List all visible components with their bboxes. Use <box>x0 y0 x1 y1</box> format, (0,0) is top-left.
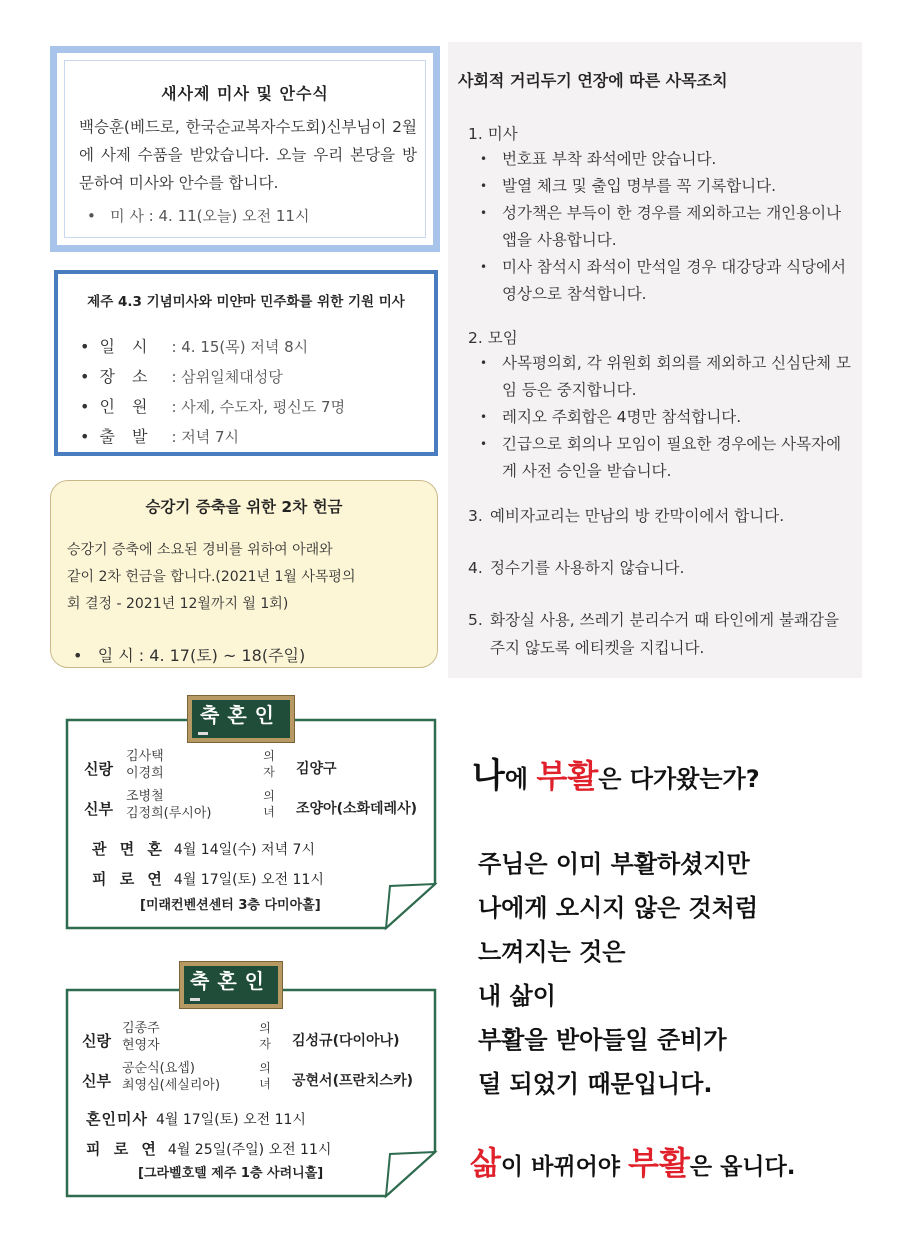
bride-name: 조양아(소화데레사) <box>296 801 417 817</box>
collection-body <box>67 537 425 618</box>
jeju-mass-title: 제주 4.3 기념미사와 미얀마 민주화를 위한 기원 미사 <box>87 294 405 310</box>
relation-son: 의 자 <box>259 1021 271 1051</box>
list-item-text: 긴급으로 회의나 모임이 필요한 경우에는 사목자에게 사전 승인을 받습니다. <box>502 435 842 480</box>
item-number: 4. <box>468 559 483 577</box>
jeju-mass-notice <box>54 270 438 456</box>
wedding-card-1 <box>60 696 442 934</box>
jeju-row <box>80 364 283 387</box>
parent-name: 조병철 <box>126 789 164 804</box>
relation-daughter: 의 녀 <box>263 789 275 819</box>
collection-title: 승강기 증축을 위한 2차 헌금 <box>145 498 343 516</box>
reception-row <box>86 1138 331 1159</box>
list-item-text: 번호표 부착 좌석에만 앉습니다. <box>502 150 717 168</box>
jeju-row-key: 인 원 <box>99 397 154 416</box>
event-value: 4월 14일(수) 저녁 7시 <box>173 842 315 858</box>
priest-mass-body: 백승훈(베드로, 한국순교복자수도회)신부님이 2월에 사제 수품을 받았습니다. 오늘 우리 본당을 방문하여 미사와 안수를 합니다. <box>79 118 417 192</box>
bullet-icon: • <box>80 337 90 356</box>
question-text: 은 다가왔는가? <box>598 765 760 793</box>
bride-parents <box>122 1060 220 1094</box>
relation-daughter: 의 녀 <box>259 1061 271 1091</box>
jeju-row-value: : 삼위일체대성당 <box>171 368 283 386</box>
collection-line: 승강기 증축에 소요된 경비를 위하여 아래와 <box>67 542 333 558</box>
priest-mass-notice <box>50 46 440 252</box>
reflection-question <box>472 748 760 797</box>
numbered-item <box>468 502 856 530</box>
question-text: 에 <box>504 765 537 793</box>
groom-name: 김성규(다이아나) <box>292 1033 400 1049</box>
bride-parents <box>126 788 212 822</box>
event-value: 4월 25일(주일) 오전 11시 <box>167 1142 332 1158</box>
event-value: 4월 17일(토) 오전 11시 <box>173 872 324 888</box>
list-item <box>480 254 856 308</box>
collection-notice <box>50 480 438 668</box>
event-key: 피 로 연 <box>86 1140 160 1158</box>
relation-son: 의 자 <box>263 749 275 779</box>
list-item-text: 발열 체크 및 출입 명부를 꼭 기록합니다. <box>502 177 777 195</box>
bullet-icon: • <box>73 646 98 665</box>
list-item <box>480 173 856 200</box>
jeju-row-key: 일 시 <box>99 337 154 356</box>
jeju-row <box>80 424 239 447</box>
event-key: 혼인미사 <box>86 1110 148 1128</box>
priest-mass-bullet <box>87 205 309 226</box>
bullet-icon: • <box>480 179 488 193</box>
bullet-icon: • <box>480 206 488 220</box>
collection-bullet <box>73 643 305 666</box>
bullet-icon: • <box>480 437 488 451</box>
parent-name: 이경희 <box>126 766 164 781</box>
distancing-title: 사회적 거리두기 연장에 따른 사목조치 <box>458 71 728 90</box>
item-text: 예비자교리는 만남의 방 칸막이에서 합니다. <box>490 507 785 525</box>
jeju-row-key: 출 발 <box>99 427 154 446</box>
chalk-icon <box>198 732 208 735</box>
ceremony-row <box>86 1108 306 1129</box>
reflection-conclusion <box>470 1138 795 1184</box>
event-key: 관 면 혼 <box>92 840 166 858</box>
reception-row <box>92 868 324 889</box>
conclusion-text: 은 옵니다. <box>689 1154 796 1180</box>
event-key: 피 로 연 <box>92 870 166 888</box>
groom-parents <box>126 748 164 782</box>
bullet-icon: • <box>87 207 111 225</box>
parent-name: 김사택 <box>126 749 164 764</box>
question-word: 나 <box>472 756 505 796</box>
bullet-icon: • <box>480 356 488 370</box>
reflection-line: 내 삶이 <box>478 982 556 1010</box>
item-text: 정수기를 사용하지 않습니다. <box>490 559 685 577</box>
collection-schedule: 일 시 : 4. 17(토) ~ 18(주일) <box>97 646 306 665</box>
jeju-row <box>80 334 308 357</box>
wedding-board <box>180 962 282 1008</box>
conclusion-highlight: 부활 <box>628 1144 690 1182</box>
reflection-line: 덜 되었기 때문입니다. <box>478 1070 713 1098</box>
jeju-row-value: : 저녁 7시 <box>171 428 240 446</box>
venue: [그라벨호텔 제주 1층 사려니홀] <box>138 1166 324 1181</box>
event-value: 4월 17일(토) 오전 11시 <box>155 1112 306 1128</box>
jeju-row-value: : 사제, 수도자, 평신도 7명 <box>171 398 346 416</box>
list-item <box>480 431 856 485</box>
venue: [미래컨벤션센터 3층 다미아홀] <box>140 898 321 913</box>
wedding-board <box>188 696 294 742</box>
list-item <box>480 200 856 254</box>
priest-mass-schedule: 미 사 : 4. 11(오늘) 오전 11시 <box>110 207 310 225</box>
section-heading-meeting: 2. 모임 <box>468 329 518 347</box>
bride-name: 공현서(프란치스카) <box>292 1073 413 1089</box>
bullet-icon: • <box>80 367 90 386</box>
bullet-icon: • <box>80 397 90 416</box>
groom-parents <box>122 1020 160 1054</box>
conclusion-text: 이 바뀌어야 <box>500 1154 629 1180</box>
distancing-measures <box>448 42 862 678</box>
reflection-line: 느껴지는 것은 <box>478 938 626 966</box>
ceremony-row <box>92 838 315 859</box>
bullet-icon: • <box>480 152 488 166</box>
bullet-icon: • <box>80 427 90 446</box>
reflection-line: 부활을 받아들일 준비가 <box>478 1026 727 1054</box>
section-heading-mass: 1. 미사 <box>468 125 518 143</box>
item-text: 화장실 사용, 쓰레기 분리수거 때 타인에게 불쾌감을 주지 않도록 에티켓을 지킵니다. <box>490 611 839 657</box>
bride-label: 신부 <box>82 1072 111 1090</box>
wedding-board-text: 축혼인 <box>190 969 272 993</box>
numbered-item <box>468 554 856 582</box>
jeju-row-key: 장 소 <box>99 367 154 386</box>
bullet-icon: • <box>480 260 488 274</box>
parent-name: 현영자 <box>122 1038 160 1053</box>
groom-label: 신랑 <box>82 1032 111 1050</box>
parent-name: 최영심(세실리아) <box>122 1078 221 1093</box>
groom-label: 신랑 <box>84 760 113 778</box>
item-number: 3. <box>468 507 483 525</box>
wedding-card-2 <box>60 962 442 1202</box>
question-highlight: 부활 <box>536 757 599 795</box>
list-item-text: 성가책은 부득이 한 경우를 제외하고는 개인용이나 앱을 사용합니다. <box>502 204 842 249</box>
reflection-line: 주님은 이미 부활하셨지만 <box>478 850 750 878</box>
chalk-icon <box>190 998 200 1001</box>
bullet-icon: • <box>480 410 488 424</box>
reflection-line: 나에게 오시지 않은 것처럼 <box>478 894 759 922</box>
list-item-text: 사목평의회, 각 위원회 회의를 제외하고 신심단체 모임 등은 중지합니다. <box>502 354 851 399</box>
list-item <box>480 350 856 404</box>
wedding-board-text: 축혼인 <box>200 703 282 727</box>
list-item-text: 미사 참석시 좌석이 만석일 경우 대강당과 식당에서 영상으로 참석합니다. <box>502 258 846 303</box>
groom-name: 김양구 <box>296 761 337 777</box>
bride-label: 신부 <box>84 800 113 818</box>
collection-line: 회 결정 - 2021년 12월까지 월 1회) <box>67 596 289 612</box>
parent-name: 공순식(요셉) <box>122 1061 195 1076</box>
list-item <box>480 404 856 431</box>
list-item <box>480 146 856 173</box>
parent-name: 김정희(루시아) <box>126 806 212 821</box>
reflection-body <box>478 842 758 1106</box>
jeju-row-value: : 4. 15(목) 저녁 8시 <box>171 338 309 356</box>
conclusion-highlight: 삶 <box>470 1144 501 1182</box>
parent-name: 김종주 <box>122 1021 160 1036</box>
item-number: 5. <box>468 611 483 629</box>
collection-line: 같이 2차 헌금을 합니다.(2021년 1월 사목평의 <box>67 569 356 585</box>
jeju-row <box>80 394 345 417</box>
priest-mass-title: 새사제 미사 및 안수식 <box>161 84 329 103</box>
numbered-item <box>468 606 856 662</box>
list-item-text: 레지오 주회합은 4명만 참석합니다. <box>502 408 742 426</box>
